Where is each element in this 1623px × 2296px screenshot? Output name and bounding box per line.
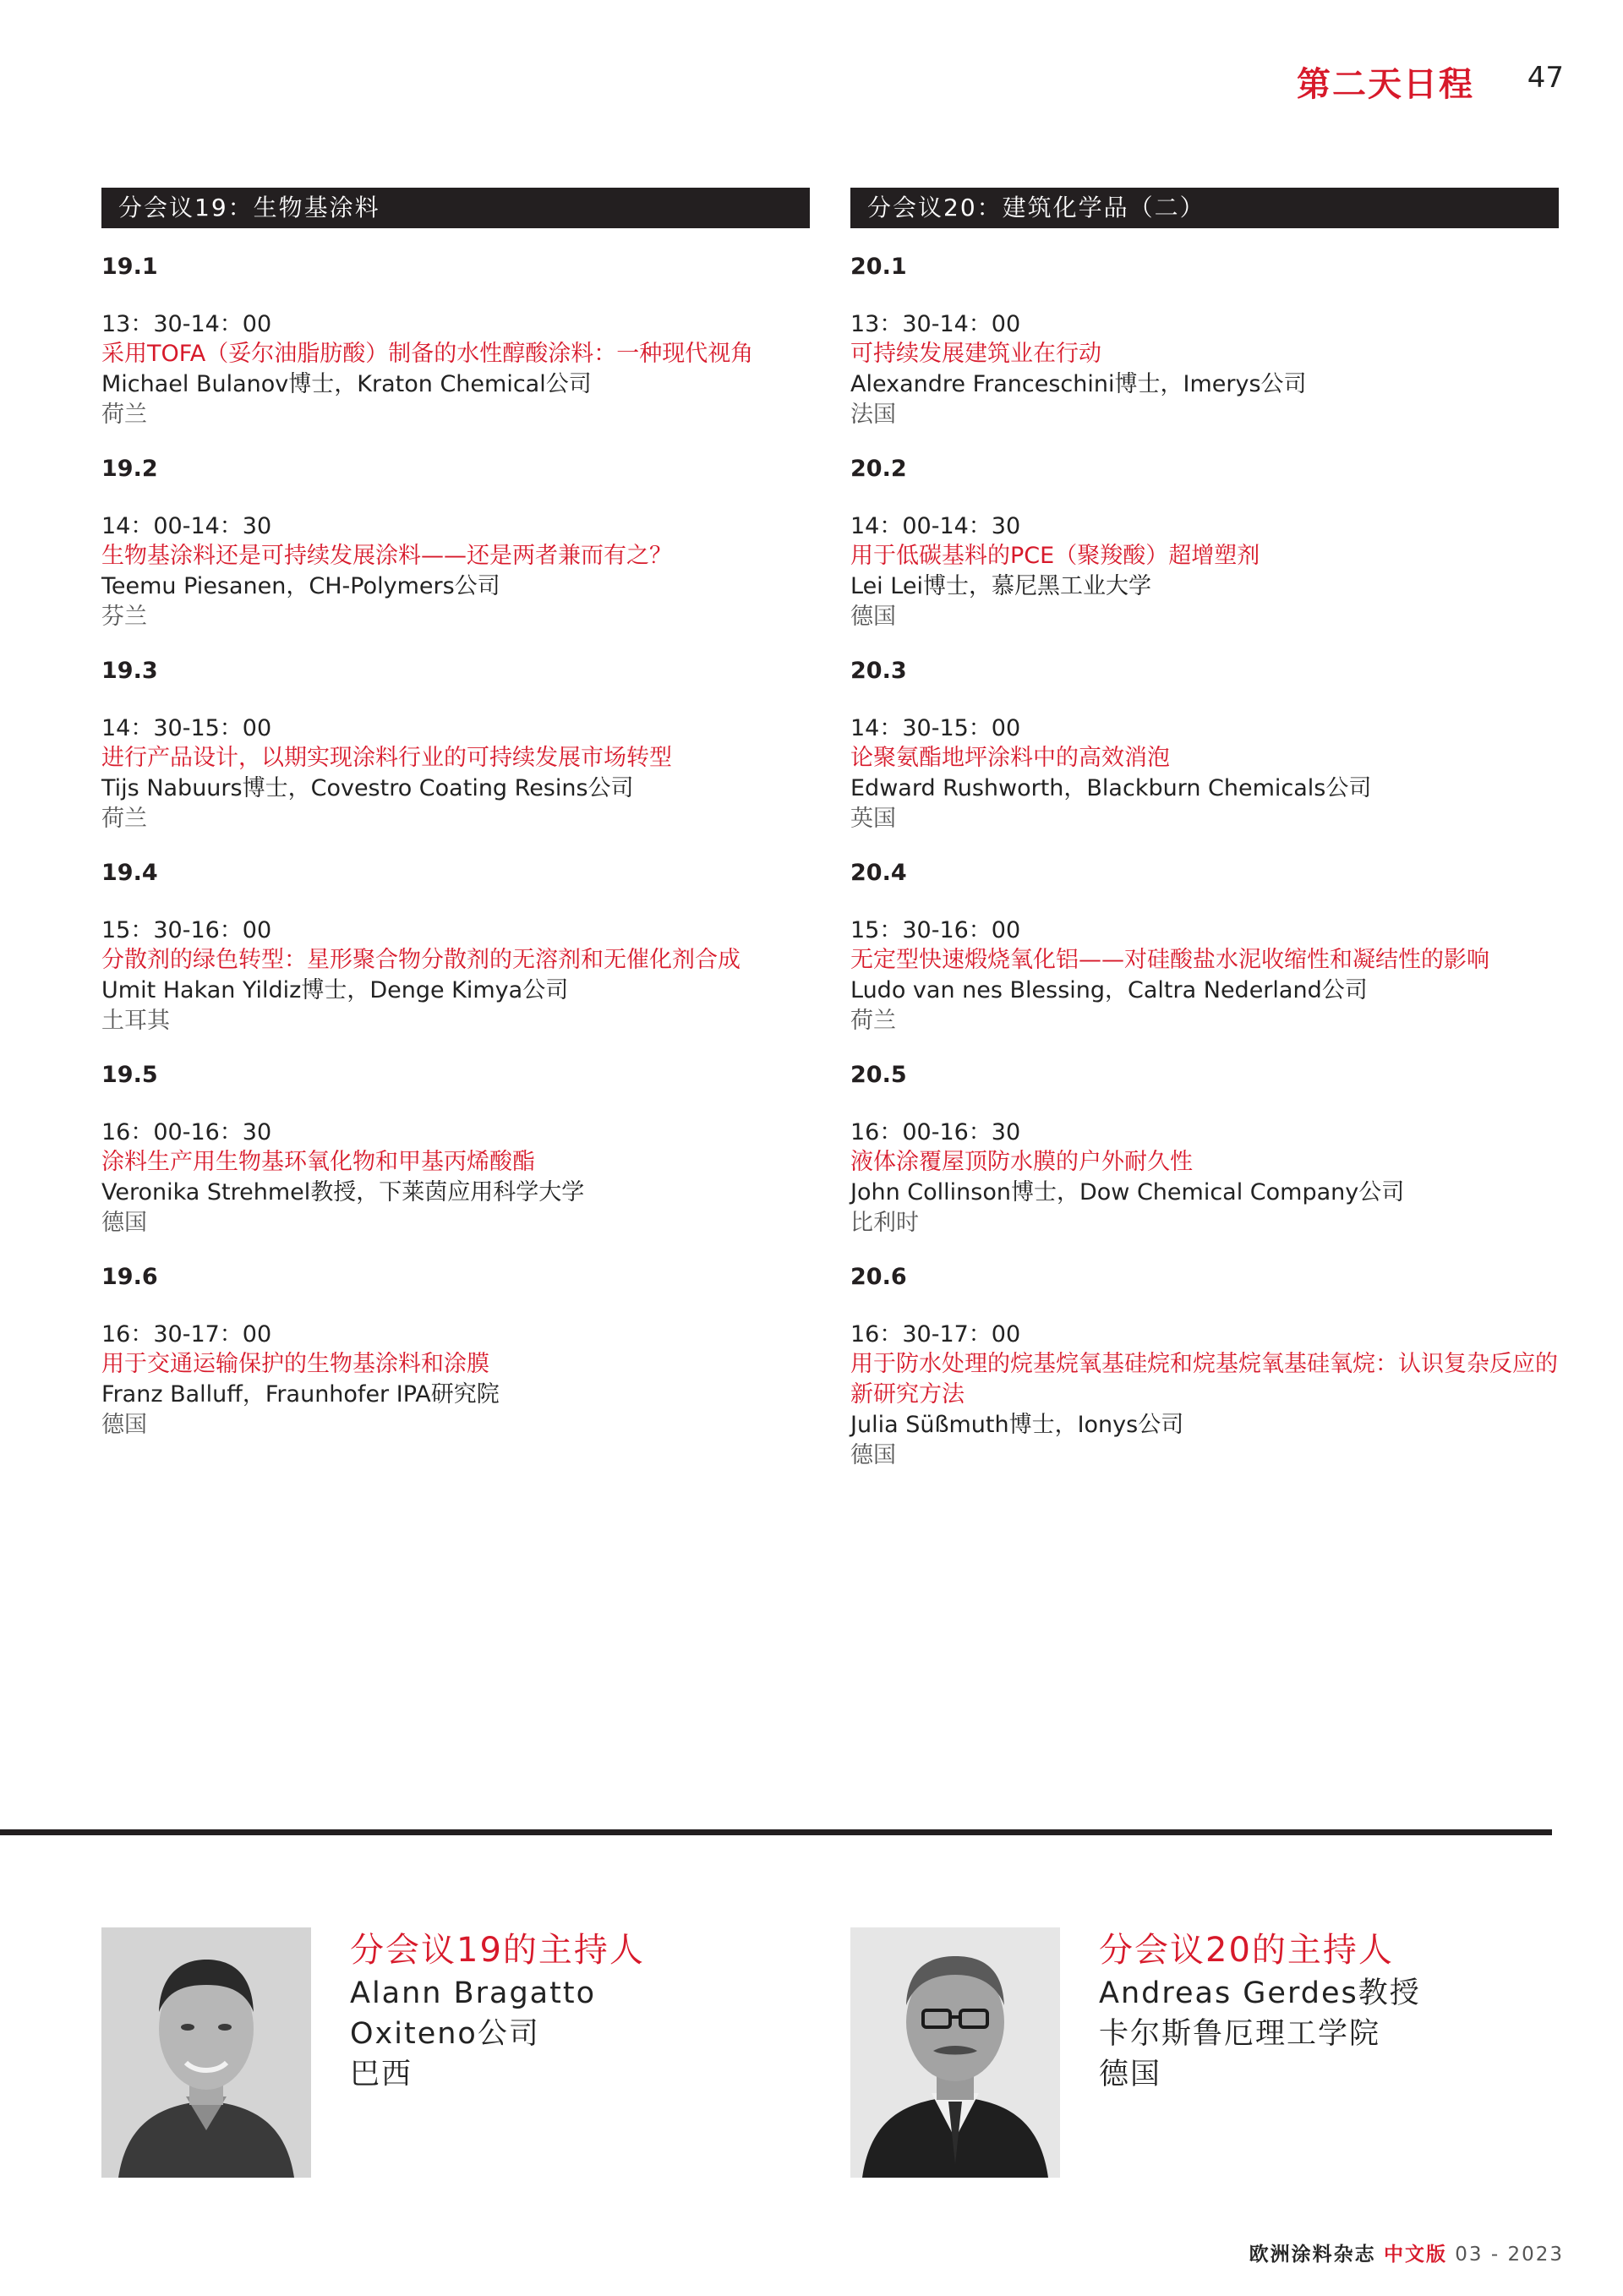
talk-title: 生物基涂料还是可持续发展涂料——还是两者兼而有之？ — [101, 543, 672, 569]
talk-item — [101, 250, 810, 430]
talk-number: 20.4 — [850, 860, 907, 886]
talk-speaker: Teemu Piesanen，CH-Polymers公司 — [101, 573, 500, 599]
talk-title: 涂料生产用生物基环氧化物和甲基丙烯酸酯 — [101, 1149, 535, 1175]
talk-title: 论聚氨酯地坪涂料中的高效消泡 — [850, 745, 1170, 771]
session-column-20 — [850, 188, 1559, 1471]
talk-country: 比利时 — [850, 1210, 919, 1236]
talk-title: 用于交通运输保护的生物基涂料和涂膜 — [101, 1351, 489, 1377]
talk-number: 19.4 — [101, 860, 158, 886]
chair-details — [1099, 1927, 1572, 2095]
chair-photo — [101, 1927, 311, 2178]
talk-time: 16：30-17：00 — [101, 1321, 272, 1348]
chair-name: Andreas Gerdes教授 — [1099, 1976, 1421, 2010]
session-title-bar: 分会议19：生物基涂料 — [101, 188, 810, 228]
talk-time: 14：00-14：30 — [850, 513, 1021, 539]
talk-speaker: Tijs Nabuurs博士，Covestro Coating Resins公司 — [101, 775, 634, 801]
talk-title: 用于防水处理的烷基烷氧基硅烷和烷基烷氧基硅氧烷：认识复杂反应的新研究方法 — [850, 1351, 1558, 1408]
talk-country: 荷兰 — [101, 402, 147, 428]
talk-time: 15：30-16：00 — [850, 917, 1021, 943]
talk-time: 16：30-17：00 — [850, 1321, 1021, 1348]
talk-time: 15：30-16：00 — [101, 917, 272, 943]
talk-number: 20.6 — [850, 1264, 907, 1290]
chair-country: 巴西 — [350, 2058, 413, 2091]
talk-item — [101, 856, 810, 1036]
talk-country: 芬兰 — [101, 604, 147, 630]
talk-item — [850, 1260, 1559, 1471]
talk-country: 英国 — [850, 806, 896, 832]
talk-item — [850, 856, 1559, 1036]
talk-item — [850, 250, 1559, 430]
talk-speaker: Alexandre Franceschini博士，Imerys公司 — [850, 371, 1307, 397]
talk-item — [101, 654, 810, 834]
chair-name: Alann Bragatto — [350, 1976, 596, 2010]
talk-number: 19.2 — [101, 456, 158, 482]
session-column-19 — [101, 188, 810, 1440]
talk-country: 荷兰 — [850, 1008, 896, 1034]
talk-country: 土耳其 — [101, 1008, 170, 1034]
talk-country: 德国 — [850, 604, 896, 630]
talk-speaker: Franz Balluff，Fraunhofer IPA研究院 — [101, 1381, 500, 1408]
talk-number: 19.1 — [101, 254, 158, 280]
talk-country: 德国 — [850, 1442, 896, 1468]
talk-item — [101, 452, 810, 632]
talk-speaker: John Collinson博士，Dow Chemical Company公司 — [850, 1179, 1405, 1205]
talk-number: 19.6 — [101, 1264, 158, 1290]
page-number: 47 — [1527, 61, 1564, 95]
talk-country: 法国 — [850, 402, 896, 428]
chair-country: 德国 — [1099, 2058, 1162, 2091]
talk-item — [101, 1260, 810, 1440]
talk-title: 采用TOFA（妥尔油脂肪酸）制备的水性醇酸涂料：一种现代视角 — [101, 341, 754, 367]
talk-speaker: Ludo van nes Blessing，Caltra Nederland公司 — [850, 977, 1368, 1003]
talk-time: 16：00-16：30 — [101, 1119, 272, 1145]
portrait-image — [101, 1927, 311, 2178]
section-divider — [0, 1829, 1552, 1835]
talk-time: 13：30-14：00 — [101, 311, 272, 337]
chair-photo — [850, 1927, 1060, 2178]
talk-time: 16：00-16：30 — [850, 1119, 1021, 1145]
talk-time: 14：30-15：00 — [850, 715, 1021, 741]
session-title-bar: 分会议20：建筑化学品（二） — [850, 188, 1559, 228]
chair-details — [350, 1927, 823, 2095]
talk-item — [850, 452, 1559, 632]
talk-number: 20.1 — [850, 254, 907, 280]
talk-number: 20.2 — [850, 456, 907, 482]
page-footer — [1249, 2239, 1564, 2266]
talk-title: 无定型快速煅烧氧化铝——对硅酸盐水泥收缩性和凝结性的影响 — [850, 947, 1489, 973]
chair-organization: Oxiteno公司 — [350, 2017, 540, 2051]
talk-title: 用于低碳基料的PCE（聚羧酸）超增塑剂 — [850, 543, 1260, 569]
talk-number: 20.3 — [850, 658, 907, 684]
chair-heading: 分会议20的主持人 — [1099, 1931, 1394, 1970]
talk-item — [850, 1058, 1559, 1238]
talk-speaker: Veronika Strehmel教授，下莱茵应用科学大学 — [101, 1179, 585, 1205]
talk-speaker: Edward Rushworth，Blackburn Chemicals公司 — [850, 775, 1372, 801]
talk-title: 液体涂覆屋顶防水膜的户外耐久性 — [850, 1149, 1193, 1175]
talk-time: 13：30-14：00 — [850, 311, 1021, 337]
issue-number: 03 - 2023 — [1455, 2244, 1564, 2266]
talk-speaker: Lei Lei博士，慕尼黑工业大学 — [850, 573, 1151, 599]
talk-time: 14：00-14：30 — [101, 513, 272, 539]
talk-speaker: Umit Hakan Yildiz博士，Denge Kimya公司 — [101, 977, 569, 1003]
talk-number: 19.5 — [101, 1062, 158, 1088]
magazine-name: 欧洲涂料杂志 — [1249, 2244, 1376, 2266]
talk-country: 荷兰 — [101, 806, 147, 832]
talk-number: 19.3 — [101, 658, 158, 684]
chair-organization: 卡尔斯鲁厄理工学院 — [1099, 2017, 1381, 2051]
talk-item — [101, 1058, 810, 1238]
talk-country: 德国 — [101, 1210, 147, 1236]
talk-title: 可持续发展建筑业在行动 — [850, 341, 1101, 367]
portrait-image — [850, 1927, 1060, 2178]
edition-label: 中文版 — [1383, 2244, 1447, 2266]
talk-item — [850, 654, 1559, 834]
talk-speaker: Michael Bulanov博士，Kraton Chemical公司 — [101, 371, 592, 397]
talk-speaker: Julia Süßmuth博士，Ionys公司 — [850, 1412, 1184, 1438]
talk-title: 进行产品设计，以期实现涂料行业的可持续发展市场转型 — [101, 745, 672, 771]
page-section-title: 第二天日程 — [1297, 65, 1474, 104]
chair-heading: 分会议19的主持人 — [350, 1931, 645, 1970]
talk-number: 20.5 — [850, 1062, 907, 1088]
talk-time: 14：30-15：00 — [101, 715, 272, 741]
talk-country: 德国 — [101, 1412, 147, 1438]
talk-title: 分散剂的绿色转型：星形聚合物分散剂的无溶剂和无催化剂合成 — [101, 947, 740, 973]
